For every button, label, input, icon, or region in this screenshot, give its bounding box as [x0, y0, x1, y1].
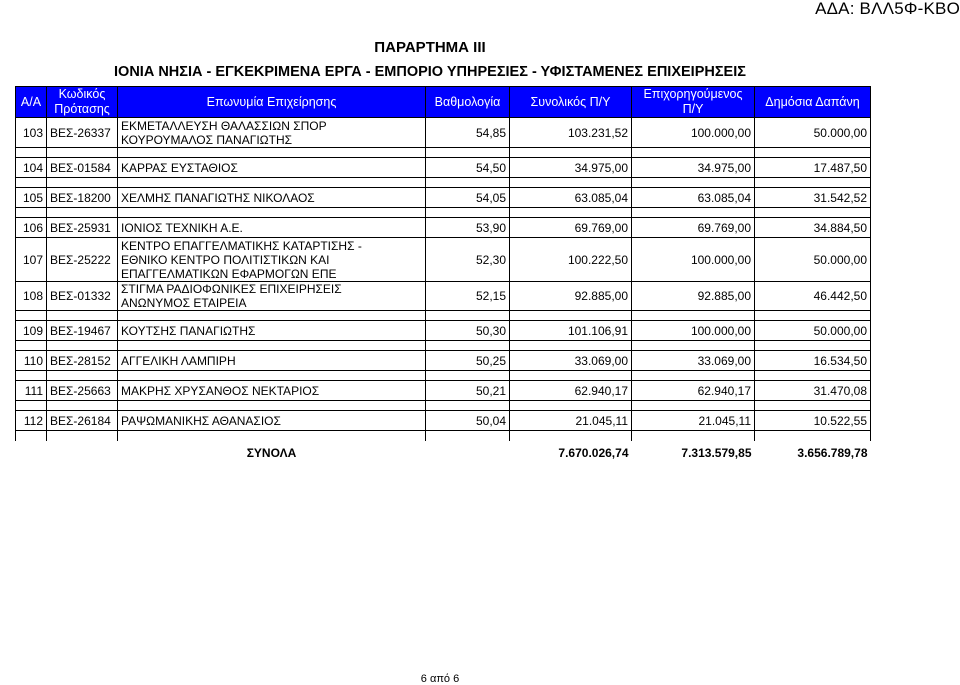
company-name-line: ΚΟΥΡΟΥΜΑΛΟΣ ΠΑΝΑΓΙΩΤΗΣ	[121, 132, 293, 147]
row-subsidized: 34.975,00	[632, 158, 755, 178]
row-subsidized: 69.769,00	[632, 218, 755, 238]
row-total-budget: 103.231,52	[510, 118, 632, 148]
row-company-name	[118, 158, 426, 178]
row-public-expense: 50.000,00	[755, 118, 871, 148]
row-code: ΒΕΣ-19467	[47, 321, 118, 341]
table-row	[16, 282, 871, 311]
row-score: 50,30	[426, 321, 510, 341]
ada-code: ΑΔΑ: ΒΛΛ5Φ-ΚΒΟ	[815, 0, 960, 18]
row-subsidized: 100.000,00	[632, 238, 755, 282]
row-code: ΒΕΣ-25931	[47, 218, 118, 238]
table-row	[16, 158, 871, 178]
row-code: ΒΕΣ-25222	[47, 238, 118, 282]
document-subtitle: ΙΟΝΙΑ ΝΗΣΙΑ - ΕΓΚΕΚΡΙΜΕΝΑ ΕΡΓΑ - ΕΜΠΟΡΙΟ ΥΠΗΡΕΣΙΕΣ - ΥΦΙΣΤΑΜΕΝΕΣ ΕΠΙΧΕΙΡΗΣΕΙΣ	[114, 64, 746, 80]
row-total-budget: 33.069,00	[510, 351, 632, 371]
company-name-line: ΚΟΥΤΣΗΣ ΠΑΝΑΓΙΩΤΗΣ	[121, 323, 256, 338]
row-public-expense: 16.534,50	[755, 351, 871, 371]
row-company-name	[118, 321, 426, 341]
row-spacer	[16, 401, 871, 411]
row-spacer	[16, 311, 871, 321]
row-total-budget: 100.222,50	[510, 238, 632, 282]
row-score: 54,50	[426, 158, 510, 178]
row-subsidized: 62.940,17	[632, 381, 755, 401]
header-company: Επωνυμία Επιχείρησης	[118, 87, 426, 118]
row-public-expense: 50.000,00	[755, 321, 871, 341]
row-total-budget: 101.106,91	[510, 321, 632, 341]
annex-title: ΠΑΡΑΡΤΗΜΑ III	[374, 39, 486, 56]
row-total-budget: 92.885,00	[510, 282, 632, 311]
company-name-line: ΡΑΨΩΜΑΝΙΚΗΣ ΑΘΑΝΑΣΙΟΣ	[121, 413, 281, 428]
row-aa: 110	[16, 351, 47, 371]
page-number: 6 από 6	[420, 673, 460, 685]
row-aa: 109	[16, 321, 47, 341]
row-aa: 112	[16, 411, 47, 431]
row-company-name	[118, 118, 426, 148]
header-public-expense: Δημόσια Δαπάνη	[755, 87, 871, 118]
row-public-expense: 50.000,00	[755, 238, 871, 282]
header-row	[16, 87, 871, 118]
table-row	[16, 381, 871, 401]
table-row	[16, 238, 871, 282]
table-row	[16, 188, 871, 208]
totals-row	[16, 441, 871, 465]
row-company-name	[118, 351, 426, 371]
totals-label: ΣΥΝΟΛΑ	[246, 445, 297, 460]
totals-subsidized: 7.313.579,85	[681, 445, 752, 460]
row-aa: 106	[16, 218, 47, 238]
header-aa: Α/Α	[16, 87, 47, 118]
header-subsidized: Επιχορηγούμενος Π/Υ	[632, 87, 755, 118]
row-company-name	[118, 238, 426, 282]
row-total-budget: 34.975,00	[510, 158, 632, 178]
company-name-line: ΧΕΛΜΗΣ ΠΑΝΑΓΙΩΤΗΣ ΝΙΚΟΛΑΟΣ	[121, 190, 315, 205]
company-name-line: ΣΤΙΓΜΑ ΡΑΔΙΟΦΩΝΙΚΕΣ ΕΠΙΧΕΙΡΗΣΕΙΣ	[121, 282, 342, 296]
row-subsidized: 63.085,04	[632, 188, 755, 208]
table-row	[16, 351, 871, 371]
company-name-line: ΙΟΝΙΟΣ ΤΕΧΝΙΚΗ Α.Ε.	[121, 220, 243, 235]
row-code: ΒΕΣ-26184	[47, 411, 118, 431]
row-company-name	[118, 282, 426, 311]
table-row	[16, 321, 871, 341]
row-public-expense: 31.542,52	[755, 188, 871, 208]
row-public-expense: 34.884,50	[755, 218, 871, 238]
row-code: ΒΕΣ-26337	[47, 118, 118, 148]
row-public-expense: 31.470,08	[755, 381, 871, 401]
row-spacer	[16, 178, 871, 188]
row-score: 50,04	[426, 411, 510, 431]
row-code: ΒΕΣ-25663	[47, 381, 118, 401]
row-score: 52,30	[426, 238, 510, 282]
table-row	[16, 218, 871, 238]
table-row	[16, 118, 871, 148]
row-spacer	[16, 371, 871, 381]
row-public-expense: 17.487,50	[755, 158, 871, 178]
row-subsidized: 100.000,00	[632, 321, 755, 341]
company-name-line: ΚΕΝΤΡΟ ΕΠΑΓΓΕΛΜΑΤΙΚΗΣ ΚΑΤΑΡΤΙΣΗΣ -	[121, 238, 362, 253]
row-score: 50,25	[426, 351, 510, 371]
company-name-line: ΜΑΚΡΗΣ ΧΡΥΣΑΝΘΟΣ ΝΕΚΤΑΡΙΟΣ	[121, 383, 320, 398]
row-aa: 103	[16, 118, 47, 148]
row-subsidized: 21.045,11	[632, 411, 755, 431]
row-aa: 104	[16, 158, 47, 178]
row-company-name	[118, 218, 426, 238]
row-aa: 107	[16, 238, 47, 282]
row-score: 52,15	[426, 282, 510, 311]
row-score: 54,85	[426, 118, 510, 148]
totals-total-budget: 7.670.026,74	[558, 445, 629, 460]
row-code: ΒΕΣ-01332	[47, 282, 118, 311]
company-name-line: ΕΘΝΙΚΟ ΚΕΝΤΡΟ ΠΟΛΙΤΙΣΤΙΚΩΝ ΚΑΙ	[121, 252, 330, 267]
row-company-name	[118, 381, 426, 401]
header-total-budget: Συνολικός Π/Υ	[510, 87, 632, 118]
row-code: ΒΕΣ-01584	[47, 158, 118, 178]
row-subsidized: 100.000,00	[632, 118, 755, 148]
row-total-budget: 63.085,04	[510, 188, 632, 208]
totals-public-expense: 3.656.789,78	[797, 445, 868, 460]
row-total-budget: 62.940,17	[510, 381, 632, 401]
row-total-budget: 69.769,00	[510, 218, 632, 238]
row-subsidized: 92.885,00	[632, 282, 755, 311]
row-total-budget: 21.045,11	[510, 411, 632, 431]
row-spacer	[16, 341, 871, 351]
row-aa: 111	[16, 381, 47, 401]
company-name-line: ΑΓΓΕΛΙΚΗ ΛΑΜΠΙΡΗ	[121, 353, 236, 368]
company-name-line: ΕΠΑΓΓΕΛΜΑΤΙΚΩΝ ΕΦΑΡΜΟΓΩΝ ΕΠΕ	[121, 266, 337, 281]
header-score: Βαθμολογία	[426, 87, 510, 118]
company-name-line: ΑΝΩΝΥΜΟΣ ΕΤΑΙΡΕΙΑ	[121, 296, 247, 310]
row-score: 53,90	[426, 218, 510, 238]
row-spacer	[16, 431, 871, 441]
row-score: 50,21	[426, 381, 510, 401]
header-code: Κωδικός Πρότασης	[47, 87, 118, 118]
row-public-expense: 10.522,55	[755, 411, 871, 431]
row-spacer	[16, 148, 871, 158]
row-subsidized: 33.069,00	[632, 351, 755, 371]
row-company-name	[118, 188, 426, 208]
company-name-line: ΕΚΜΕΤΑΛΛΕΥΣΗ ΘΑΛΑΣΣΙΩΝ ΣΠΟΡ	[121, 118, 327, 133]
company-name-line: ΚΑΡΡΑΣ ΕΥΣΤΑΘΙΟΣ	[121, 160, 238, 175]
row-aa: 105	[16, 188, 47, 208]
row-score: 54,05	[426, 188, 510, 208]
row-code: ΒΕΣ-28152	[47, 351, 118, 371]
table-row	[16, 411, 871, 431]
row-public-expense: 46.442,50	[755, 282, 871, 311]
row-company-name	[118, 411, 426, 431]
row-aa: 108	[16, 282, 47, 311]
row-spacer	[16, 208, 871, 218]
row-code: ΒΕΣ-18200	[47, 188, 118, 208]
projects-table	[15, 86, 871, 465]
